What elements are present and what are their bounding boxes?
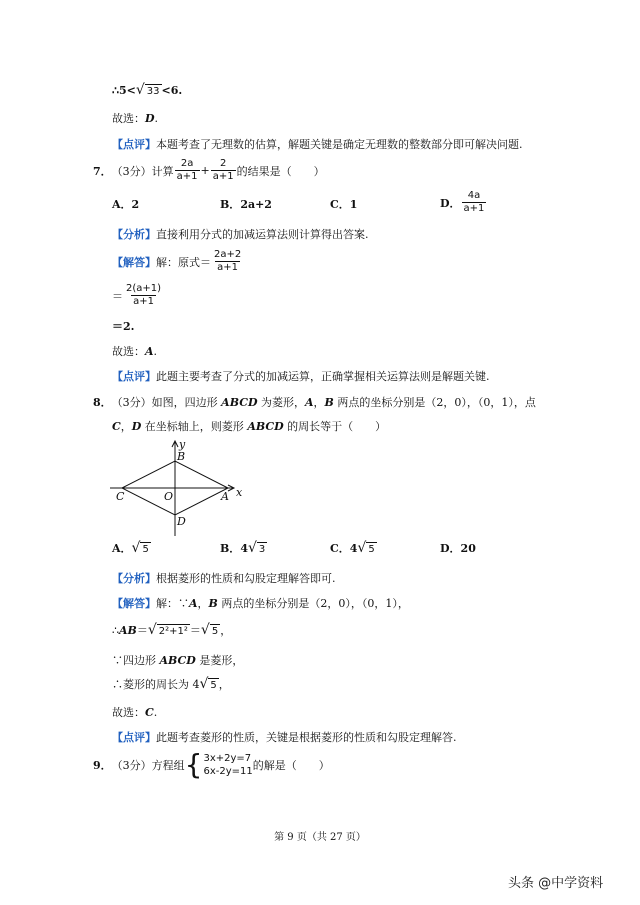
q8-option-a-label: A． bbox=[112, 542, 132, 555]
q8-step-ab bbox=[112, 622, 231, 638]
q7-step3 bbox=[112, 318, 134, 334]
watermark bbox=[508, 872, 603, 891]
q8-option-b-rad: 3 bbox=[258, 543, 266, 555]
q7-comment bbox=[112, 368, 490, 384]
q7-options bbox=[112, 190, 512, 220]
q9-equation-2: 6x-2y=11 bbox=[203, 766, 253, 777]
q8-option-d-value: 20 bbox=[460, 541, 476, 555]
q8-step-ab-eq: ＝ bbox=[136, 624, 148, 637]
q8-number: 8． bbox=[93, 396, 112, 409]
q8-stem-a: （3分）如图，四边形 bbox=[111, 396, 222, 409]
q8-solution-point-b: B bbox=[208, 596, 218, 610]
q7-analysis-tag: 【分析】 bbox=[112, 228, 156, 241]
q8-solution-point-a: A bbox=[189, 596, 198, 610]
q8-stem-comma2: ， bbox=[120, 420, 132, 433]
q7-step2-eq: ＝ bbox=[112, 289, 123, 303]
q7-frac2-num: 2 bbox=[220, 158, 227, 169]
q7-answer bbox=[112, 343, 157, 359]
q7-answer-suffix: . bbox=[153, 344, 158, 358]
q7-solution bbox=[112, 249, 244, 274]
q7-option-d-frac bbox=[462, 190, 487, 215]
fig-label-y: y bbox=[179, 438, 186, 451]
q7-frac1 bbox=[175, 158, 200, 183]
q7-comment-tag: 【点评】 bbox=[112, 370, 156, 383]
q7-analysis-text: 直接利用分式的加减运算法则计算得出答案. bbox=[156, 228, 369, 241]
q7-frac1-den: a+1 bbox=[176, 171, 198, 182]
q7-option-a bbox=[112, 196, 139, 212]
q8-answer bbox=[112, 704, 157, 720]
q8-step-rhombus bbox=[112, 652, 243, 668]
q8-option-a bbox=[112, 540, 151, 556]
q9-stem-b: 的解是（ ） bbox=[252, 759, 330, 772]
q8-stem-abcd: ABCD bbox=[221, 395, 258, 409]
q7-step3-text: ＝2. bbox=[112, 320, 135, 333]
q8-analysis-tag: 【分析】 bbox=[112, 572, 156, 585]
q8-stem-line1 bbox=[93, 394, 536, 410]
q7-option-a-value: 2 bbox=[131, 198, 140, 211]
q8-answer-letter: C bbox=[145, 705, 154, 719]
q8-comment-tag: 【点评】 bbox=[112, 731, 156, 744]
q8-option-d bbox=[440, 540, 476, 556]
q7-frac2-den: a+1 bbox=[212, 171, 234, 182]
q7-score: （3分）计算 bbox=[111, 164, 174, 178]
q8-solution bbox=[112, 595, 409, 611]
q6-sqrt-arg: 33 bbox=[146, 86, 160, 97]
q8-stem-line2-b: 的周长等于（ ） bbox=[283, 420, 387, 433]
q7-option-d-num: 4a bbox=[467, 190, 481, 201]
q8-option-c-sqrt: √ 5 bbox=[357, 539, 375, 556]
q8-stem-point-b: B bbox=[324, 395, 334, 409]
q8-step-ab-prefix: ∴ bbox=[112, 623, 119, 637]
page-number: 第 9 页（共 27 页） bbox=[274, 832, 366, 843]
q8-step-perimeter bbox=[112, 676, 230, 692]
q7-option-b bbox=[220, 196, 272, 212]
q7-option-a-label: A． bbox=[112, 198, 132, 211]
q8-option-a-sqrt: √ 5 bbox=[131, 539, 149, 556]
q8-step-perimeter-sqrt: √ 5 bbox=[199, 675, 217, 692]
fig-label-b: B bbox=[177, 450, 186, 463]
q7-step2 bbox=[112, 283, 164, 308]
q8-step-ab-suffix: ， bbox=[220, 624, 232, 637]
q7-solution-frac-num: 2a+2 bbox=[214, 249, 242, 260]
fig-label-x: x bbox=[236, 486, 243, 499]
q6-comment-text: 本题考查了无理数的估算，解题关键是确定无理数的整数部分即可解决问题. bbox=[156, 138, 523, 151]
q8-option-d-label: D． bbox=[440, 542, 461, 555]
q8-step-ab-label: AB bbox=[119, 623, 137, 637]
q8-option-b-sqrt: √ 3 bbox=[247, 539, 266, 556]
q7-stem bbox=[93, 158, 325, 183]
q8-solution-comma: ， bbox=[197, 597, 209, 610]
q8-answer-prefix: 故选： bbox=[112, 706, 145, 719]
q6-answer-letter: D bbox=[145, 111, 155, 125]
q8-option-c-label: C． bbox=[330, 542, 350, 555]
q9-stem bbox=[93, 748, 330, 781]
q6-answer bbox=[112, 110, 158, 126]
q8-option-b-label: B． bbox=[220, 542, 241, 555]
q7-frac2 bbox=[211, 158, 236, 183]
watermark-text: 头条 @中学资料 bbox=[508, 876, 604, 891]
q8-comment-text: 此题考查菱形的性质，关键是根据菱形的性质和勾股定理解答. bbox=[156, 731, 457, 744]
fig-label-o: O bbox=[164, 490, 174, 503]
q7-step2-num: 2(a+1) bbox=[126, 283, 162, 294]
q8-option-a-rad: 5 bbox=[142, 543, 149, 555]
q8-stem-line2 bbox=[112, 418, 386, 434]
fig-label-c: C bbox=[116, 490, 125, 503]
q8-step-ab-eq2: ＝ bbox=[189, 624, 201, 637]
q7-option-b-label: B． bbox=[220, 198, 241, 211]
q8-step-ab-rad2: 5 bbox=[211, 625, 219, 637]
q7-step2-den: a+1 bbox=[133, 296, 154, 307]
q7-option-d bbox=[440, 190, 487, 215]
q8-step-rhombus-abcd: ABCD bbox=[159, 653, 196, 667]
q7-analysis bbox=[112, 226, 369, 242]
q7-solution-prefix: 解：原式＝ bbox=[156, 255, 211, 269]
q6-sqrt: √ 33 bbox=[135, 82, 160, 98]
q8-stem-point-d: D bbox=[131, 419, 142, 433]
q8-solution-a: 解：∵ bbox=[156, 597, 189, 610]
q7-solution-frac-den: a+1 bbox=[217, 262, 239, 273]
q8-step-ab-sqrt: √ 2²+1² bbox=[147, 621, 188, 638]
q6-comment-tag: 【点评】 bbox=[112, 138, 156, 151]
q8-stem-b: 为菱形， bbox=[257, 396, 305, 409]
q8-stem-line2-a: 在坐标轴上，则菱形 bbox=[141, 420, 248, 433]
q8-step-ab-rad: 2²+1² bbox=[158, 625, 188, 637]
q8-comment bbox=[112, 729, 457, 745]
q8-step-rhombus-a: ∵四边形 bbox=[112, 654, 160, 667]
q9-system bbox=[203, 752, 252, 778]
q6-comment bbox=[112, 136, 523, 152]
q9-stem-a: （3分）方程组 bbox=[111, 759, 185, 772]
q8-stem-point-a: A bbox=[305, 395, 314, 409]
q7-solution-frac bbox=[212, 249, 243, 274]
q8-option-b bbox=[220, 540, 267, 556]
q8-step-perimeter-rad: 5 bbox=[210, 679, 217, 691]
q7-option-c bbox=[330, 196, 357, 212]
q6-ineq-prefix: ∴5< bbox=[112, 84, 136, 97]
q8-stem-abcd2: ABCD bbox=[247, 419, 284, 433]
q8-stem-comma: ， bbox=[313, 396, 325, 409]
q7-comment-text: 此题主要考查了分式的加减运算，正确掌握相关运算法则是解题关键. bbox=[156, 370, 490, 383]
q7-plus: + bbox=[200, 164, 210, 177]
q9-number: 9． bbox=[93, 759, 112, 772]
q8-step-perimeter-b: ， bbox=[218, 678, 230, 691]
q7-option-c-label: C． bbox=[330, 198, 350, 211]
q7-option-c-value: 1 bbox=[349, 198, 358, 211]
q6-ineq-line bbox=[112, 83, 182, 98]
q8-analysis-text: 根据菱形的性质和勾股定理解答即可. bbox=[156, 572, 336, 585]
fig-label-a: A bbox=[221, 490, 229, 503]
q6-ineq-suffix: <6. bbox=[161, 84, 183, 97]
page-footer bbox=[0, 828, 640, 843]
q8-option-c-coef: 4 bbox=[349, 541, 358, 555]
q7-step2-frac bbox=[124, 283, 163, 308]
q8-stem-point-c: C bbox=[112, 419, 121, 433]
q6-answer-prefix: 故选： bbox=[112, 112, 145, 125]
q8-option-c bbox=[330, 540, 377, 556]
q8-step-ab-sqrt2: √ 5 bbox=[200, 621, 219, 638]
q7-number: 7． bbox=[93, 164, 112, 178]
q7-option-d-label: D． bbox=[440, 196, 461, 210]
q7-answer-prefix: 故选： bbox=[112, 345, 145, 358]
q8-options bbox=[112, 540, 532, 560]
q8-solution-b: 两点的坐标分别是（2，0），（0，1）， bbox=[217, 597, 409, 610]
q7-frac1-num: 2a bbox=[180, 158, 194, 169]
q7-option-d-den: a+1 bbox=[463, 203, 485, 214]
q9-left-brace: { bbox=[184, 748, 203, 781]
q7-solution-tag: 【解答】 bbox=[112, 255, 156, 269]
q8-stem-c: 两点的坐标分别是（2，0），（0，1），点 bbox=[333, 396, 536, 409]
q8-answer-suffix: . bbox=[153, 705, 158, 719]
q8-option-b-coef: 4 bbox=[240, 541, 248, 555]
q8-rhombus-figure bbox=[108, 438, 258, 538]
q8-step-rhombus-b: 是菱形， bbox=[195, 654, 244, 667]
fig-label-d: D bbox=[177, 515, 186, 528]
q6-answer-suffix: . bbox=[154, 111, 159, 125]
q7-tail: 的结果是（ ） bbox=[236, 164, 325, 178]
q8-step-perimeter-a: ∴菱形的周长为 4 bbox=[112, 678, 200, 691]
q7-answer-letter: A bbox=[145, 344, 154, 358]
q7-option-b-value: 2a+2 bbox=[240, 198, 272, 211]
q8-analysis bbox=[112, 570, 336, 586]
q9-equation-1: 3x+2y=7 bbox=[203, 753, 252, 764]
q8-option-c-rad: 5 bbox=[368, 543, 375, 555]
q8-solution-tag: 【解答】 bbox=[112, 597, 156, 610]
